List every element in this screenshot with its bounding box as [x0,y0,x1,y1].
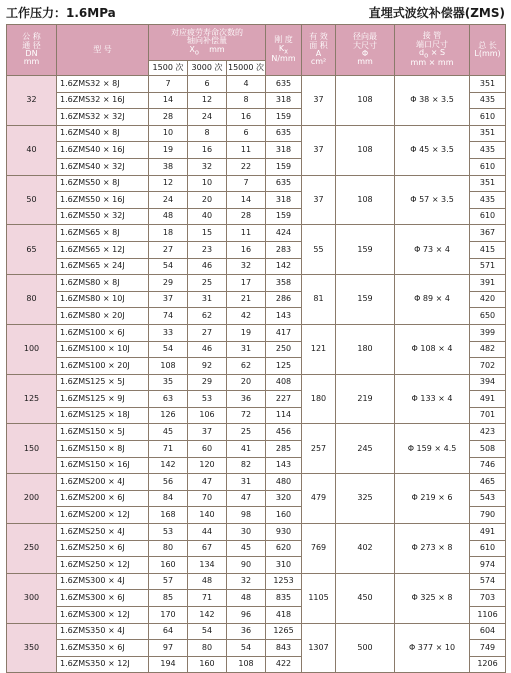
stroke-1500-cell: 37 [149,291,188,308]
stiffness-header: 刚 度 $K_x$ N/mm [266,25,302,76]
pipe-cell: Φ 45 × 3.5 [395,125,470,175]
dn-cell: 65 [7,225,57,275]
stroke-1500-cell: 53 [149,524,188,541]
stroke-3000-cell: 12 [188,92,227,109]
dn-cell: 250 [7,524,57,574]
stroke-15000-cell: 42 [227,308,266,325]
length-cell: 702 [470,358,506,375]
table-row [7,175,506,192]
stiffness-cell: 843 [266,640,302,657]
stroke-3000-cell: 67 [188,540,227,557]
stroke-15000-cell: 28 [227,208,266,225]
dn-cell: 32 [7,76,57,126]
stiffness-cell: 143 [266,308,302,325]
length-cell: 746 [470,457,506,474]
area-header: 有 效 面 积 A cm² [302,25,336,76]
model-cell: 1.6ZMS65 × 24J [57,258,149,275]
length-cell: 367 [470,225,506,242]
dn-cell: 150 [7,424,57,474]
pipe-cell: Φ 273 × 8 [395,524,470,574]
stroke-1500-cell: 56 [149,474,188,491]
pipe-cell: Φ 159 × 4.5 [395,424,470,474]
stroke-15000-cell: 31 [227,474,266,491]
stroke-3000-cell: 20 [188,192,227,209]
stroke-3000-cell: 62 [188,308,227,325]
sub-header-3000: 3000 次 [188,61,227,76]
stiffness-cell: 635 [266,175,302,192]
model-cell: 1.6ZMS350 × 12J [57,656,149,673]
stroke-15000-cell: 90 [227,557,266,574]
stroke-3000-cell: 47 [188,474,227,491]
stroke-3000-cell: 80 [188,640,227,657]
stiffness-cell: 286 [266,291,302,308]
model-cell: 1.6ZMS100 × 10J [57,341,149,358]
stroke-header: 对应疲劳寿命次数的 轴向补偿量 $X_o$ mm [149,25,266,61]
pipe-cell: Φ 73 × 4 [395,225,470,275]
pipe-cell: Φ 133 × 4 [395,374,470,424]
stiffness-cell: 159 [266,208,302,225]
model-cell: 1.6ZMS40 × 8J [57,125,149,142]
stroke-15000-cell: 32 [227,573,266,590]
table-row [7,275,506,292]
length-cell: 491 [470,391,506,408]
dn-cell: 125 [7,374,57,424]
stiffness-cell: 1265 [266,623,302,640]
dn-cell: 300 [7,573,57,623]
stroke-3000-cell: 10 [188,175,227,192]
length-header: 总 长 L(mm) [470,25,506,76]
stiffness-cell: 424 [266,225,302,242]
stroke-15000-cell: 98 [227,507,266,524]
length-cell: 974 [470,557,506,574]
dn-cell: 200 [7,474,57,524]
pipe-cell: Φ 219 × 6 [395,474,470,524]
dn-cell: 80 [7,275,57,325]
length-cell: 420 [470,291,506,308]
diameter-cell: 159 [336,275,395,325]
area-cell: 257 [302,424,336,474]
stroke-1500-cell: 84 [149,490,188,507]
stroke-15000-cell: 21 [227,291,266,308]
model-cell: 1.6ZMS100 × 20J [57,358,149,375]
table-row [7,524,506,541]
stroke-15000-cell: 31 [227,341,266,358]
stroke-15000-cell: 25 [227,424,266,441]
model-cell: 1.6ZMS200 × 6J [57,490,149,507]
stroke-1500-cell: 142 [149,457,188,474]
stroke-1500-cell: 57 [149,573,188,590]
spec-table [6,24,506,673]
length-cell: 491 [470,524,506,541]
stroke-3000-cell: 8 [188,125,227,142]
stroke-3000-cell: 92 [188,358,227,375]
stiffness-cell: 835 [266,590,302,607]
length-cell: 1106 [470,607,506,624]
stroke-15000-cell: 17 [227,275,266,292]
stiffness-cell: 408 [266,374,302,391]
stroke-1500-cell: 126 [149,407,188,424]
stroke-15000-cell: 11 [227,142,266,159]
stroke-3000-cell: 24 [188,109,227,126]
stroke-1500-cell: 108 [149,358,188,375]
stiffness-cell: 1253 [266,573,302,590]
stroke-3000-cell: 71 [188,590,227,607]
diameter-cell: 108 [336,175,395,225]
area-cell: 37 [302,175,336,225]
area-cell: 769 [302,524,336,574]
area-cell: 55 [302,225,336,275]
model-cell: 1.6ZMS32 × 8J [57,76,149,93]
stroke-15000-cell: 32 [227,258,266,275]
stroke-15000-cell: 14 [227,192,266,209]
model-cell: 1.6ZMS32 × 32J [57,109,149,126]
pipe-cell: Φ 57 × 3.5 [395,175,470,225]
model-cell: 1.6ZMS50 × 8J [57,175,149,192]
length-cell: 543 [470,490,506,507]
stroke-1500-cell: 45 [149,424,188,441]
stiffness-cell: 159 [266,109,302,126]
stroke-3000-cell: 46 [188,258,227,275]
stiffness-cell: 456 [266,424,302,441]
stroke-15000-cell: 4 [227,76,266,93]
stroke-1500-cell: 80 [149,540,188,557]
length-cell: 610 [470,109,506,126]
stroke-1500-cell: 18 [149,225,188,242]
stiffness-cell: 422 [266,656,302,673]
length-cell: 574 [470,573,506,590]
length-cell: 610 [470,208,506,225]
stroke-3000-cell: 120 [188,457,227,474]
area-cell: 81 [302,275,336,325]
model-cell: 1.6ZMS150 × 8J [57,441,149,458]
stroke-3000-cell: 27 [188,324,227,341]
diameter-cell: 108 [336,125,395,175]
stroke-15000-cell: 6 [227,125,266,142]
stroke-15000-cell: 45 [227,540,266,557]
model-cell: 1.6ZMS125 × 5J [57,374,149,391]
stroke-15000-cell: 8 [227,92,266,109]
model-cell: 1.6ZMS250 × 12J [57,557,149,574]
length-cell: 399 [470,324,506,341]
model-cell: 1.6ZMS65 × 12J [57,241,149,258]
stroke-15000-cell: 54 [227,640,266,657]
diameter-cell: 219 [336,374,395,424]
stroke-1500-cell: 7 [149,76,188,93]
stroke-3000-cell: 54 [188,623,227,640]
diameter-cell: 402 [336,524,395,574]
stroke-3000-cell: 140 [188,507,227,524]
stroke-1500-cell: 168 [149,507,188,524]
stroke-1500-cell: 27 [149,241,188,258]
stroke-15000-cell: 108 [227,656,266,673]
stroke-15000-cell: 16 [227,241,266,258]
diameter-cell: 450 [336,573,395,623]
stroke-3000-cell: 142 [188,607,227,624]
length-cell: 790 [470,507,506,524]
model-cell: 1.6ZMS200 × 12J [57,507,149,524]
length-cell: 571 [470,258,506,275]
stroke-15000-cell: 72 [227,407,266,424]
length-cell: 391 [470,275,506,292]
model-cell: 1.6ZMS80 × 8J [57,275,149,292]
length-cell: 701 [470,407,506,424]
model-header: 型 号 [57,25,149,76]
stroke-15000-cell: 22 [227,158,266,175]
table-row [7,76,506,93]
length-cell: 482 [470,341,506,358]
stroke-1500-cell: 28 [149,109,188,126]
stroke-3000-cell: 16 [188,142,227,159]
stroke-15000-cell: 20 [227,374,266,391]
dn-cell: 50 [7,175,57,225]
page-header [6,4,505,22]
stroke-15000-cell: 16 [227,109,266,126]
stroke-1500-cell: 10 [149,125,188,142]
stroke-3000-cell: 106 [188,407,227,424]
stroke-15000-cell: 96 [227,607,266,624]
stroke-3000-cell: 48 [188,573,227,590]
length-cell: 435 [470,142,506,159]
length-cell: 749 [470,640,506,657]
stroke-15000-cell: 47 [227,490,266,507]
stroke-3000-cell: 32 [188,158,227,175]
stroke-3000-cell: 134 [188,557,227,574]
stiffness-cell: 635 [266,76,302,93]
model-cell: 1.6ZMS250 × 4J [57,524,149,541]
stiffness-cell: 142 [266,258,302,275]
stroke-1500-cell: 33 [149,324,188,341]
stiffness-cell: 114 [266,407,302,424]
stroke-1500-cell: 14 [149,92,188,109]
stroke-3000-cell: 44 [188,524,227,541]
area-cell: 479 [302,474,336,524]
table-row [7,474,506,491]
stroke-3000-cell: 37 [188,424,227,441]
model-cell: 1.6ZMS40 × 16J [57,142,149,159]
pipe-cell: Φ 377 × 10 [395,623,470,673]
diameter-header: 径向最 大尺寸 Φ mm [336,25,395,76]
stiffness-cell: 250 [266,341,302,358]
model-cell: 1.6ZMS80 × 20J [57,308,149,325]
stiffness-cell: 417 [266,324,302,341]
stroke-3000-cell: 29 [188,374,227,391]
stroke-3000-cell: 15 [188,225,227,242]
stiffness-cell: 358 [266,275,302,292]
pipe-cell: Φ 38 × 3.5 [395,76,470,126]
diameter-cell: 180 [336,324,395,374]
stiffness-cell: 285 [266,441,302,458]
model-cell: 1.6ZMS350 × 6J [57,640,149,657]
stroke-1500-cell: 63 [149,391,188,408]
length-cell: 415 [470,241,506,258]
dn-header: 公 称 通 径 DN mm [7,25,57,76]
stroke-3000-cell: 60 [188,441,227,458]
stroke-15000-cell: 11 [227,225,266,242]
length-cell: 1206 [470,656,506,673]
stroke-3000-cell: 46 [188,341,227,358]
model-cell: 1.6ZMS65 × 8J [57,225,149,242]
length-cell: 423 [470,424,506,441]
stroke-1500-cell: 38 [149,158,188,175]
dn-cell: 40 [7,125,57,175]
stiffness-cell: 418 [266,607,302,624]
stiffness-cell: 143 [266,457,302,474]
stroke-3000-cell: 31 [188,291,227,308]
diameter-cell: 500 [336,623,395,673]
stroke-3000-cell: 23 [188,241,227,258]
stiffness-cell: 318 [266,192,302,209]
length-cell: 703 [470,590,506,607]
stroke-1500-cell: 97 [149,640,188,657]
table-row [7,324,506,341]
pipe-cell: Φ 325 × 8 [395,573,470,623]
stroke-3000-cell: 40 [188,208,227,225]
stroke-1500-cell: 35 [149,374,188,391]
length-cell: 465 [470,474,506,491]
dn-cell: 350 [7,623,57,673]
stiffness-cell: 125 [266,358,302,375]
stroke-1500-cell: 160 [149,557,188,574]
stiffness-cell: 159 [266,158,302,175]
diameter-cell: 159 [336,225,395,275]
stroke-15000-cell: 48 [227,590,266,607]
stroke-15000-cell: 36 [227,623,266,640]
stroke-1500-cell: 54 [149,341,188,358]
stroke-15000-cell: 30 [227,524,266,541]
length-cell: 351 [470,175,506,192]
stiffness-cell: 318 [266,92,302,109]
model-cell: 1.6ZMS40 × 32J [57,158,149,175]
length-cell: 650 [470,308,506,325]
stiffness-cell: 930 [266,524,302,541]
stroke-1500-cell: 64 [149,623,188,640]
stroke-3000-cell: 160 [188,656,227,673]
table-row [7,623,506,640]
spec-table-body [7,76,506,673]
stroke-15000-cell: 82 [227,457,266,474]
table-row [7,225,506,242]
diameter-cell: 245 [336,424,395,474]
stroke-3000-cell: 53 [188,391,227,408]
stroke-15000-cell: 36 [227,391,266,408]
stroke-1500-cell: 74 [149,308,188,325]
stroke-1500-cell: 54 [149,258,188,275]
model-cell: 1.6ZMS250 × 6J [57,540,149,557]
dn-cell: 100 [7,324,57,374]
pipe-cell: Φ 89 × 4 [395,275,470,325]
area-cell: 1105 [302,573,336,623]
area-cell: 37 [302,76,336,126]
length-cell: 610 [470,158,506,175]
model-cell: 1.6ZMS125 × 18J [57,407,149,424]
model-cell: 1.6ZMS300 × 4J [57,573,149,590]
stroke-3000-cell: 6 [188,76,227,93]
stiffness-cell: 620 [266,540,302,557]
model-cell: 1.6ZMS125 × 9J [57,391,149,408]
diameter-cell: 325 [336,474,395,524]
model-cell: 1.6ZMS80 × 10J [57,291,149,308]
pipe-cell: Φ 108 × 4 [395,324,470,374]
stiffness-cell: 480 [266,474,302,491]
model-cell: 1.6ZMS50 × 32J [57,208,149,225]
stroke-3000-cell: 25 [188,275,227,292]
area-cell: 37 [302,125,336,175]
stroke-1500-cell: 71 [149,441,188,458]
stroke-1500-cell: 12 [149,175,188,192]
length-cell: 508 [470,441,506,458]
stroke-15000-cell: 19 [227,324,266,341]
length-cell: 351 [470,76,506,93]
stiffness-cell: 227 [266,391,302,408]
length-cell: 604 [470,623,506,640]
stroke-1500-cell: 29 [149,275,188,292]
stroke-15000-cell: 41 [227,441,266,458]
sub-header-1500: 1500 次 [149,61,188,76]
length-cell: 435 [470,92,506,109]
length-cell: 610 [470,540,506,557]
area-cell: 121 [302,324,336,374]
stroke-15000-cell: 62 [227,358,266,375]
length-cell: 435 [470,192,506,209]
stiffness-cell: 635 [266,125,302,142]
model-cell: 1.6ZMS32 × 16J [57,92,149,109]
area-cell: 1307 [302,623,336,673]
stiffness-cell: 318 [266,142,302,159]
model-cell: 1.6ZMS350 × 4J [57,623,149,640]
stroke-1500-cell: 194 [149,656,188,673]
area-cell: 180 [302,374,336,424]
model-cell: 1.6ZMS150 × 5J [57,424,149,441]
length-cell: 351 [470,125,506,142]
model-cell: 1.6ZMS150 × 16J [57,457,149,474]
table-row [7,573,506,590]
model-cell: 1.6ZMS100 × 6J [57,324,149,341]
working-pressure-label: 工作压力：1.6MPa [6,6,116,20]
diameter-cell: 108 [336,76,395,126]
stiffness-cell: 283 [266,241,302,258]
stroke-1500-cell: 19 [149,142,188,159]
table-row [7,424,506,441]
pipe-header: 接 管 端口尺寸 $d_o \times S$ mm × mm [395,25,470,76]
table-row [7,374,506,391]
stroke-3000-cell: 70 [188,490,227,507]
model-cell: 1.6ZMS200 × 4J [57,474,149,491]
stroke-15000-cell: 7 [227,175,266,192]
table-row [7,125,506,142]
stiffness-cell: 310 [266,557,302,574]
model-cell: 1.6ZMS50 × 16J [57,192,149,209]
model-cell: 1.6ZMS300 × 12J [57,607,149,624]
stiffness-cell: 160 [266,507,302,524]
model-cell: 1.6ZMS300 × 6J [57,590,149,607]
sub-header-15000: 15000 次 [227,61,266,76]
stroke-1500-cell: 48 [149,208,188,225]
stroke-1500-cell: 85 [149,590,188,607]
product-title: 直埋式波纹补偿器(ZMS) [368,6,505,20]
stroke-1500-cell: 24 [149,192,188,209]
length-cell: 394 [470,374,506,391]
stiffness-cell: 320 [266,490,302,507]
stroke-1500-cell: 170 [149,607,188,624]
